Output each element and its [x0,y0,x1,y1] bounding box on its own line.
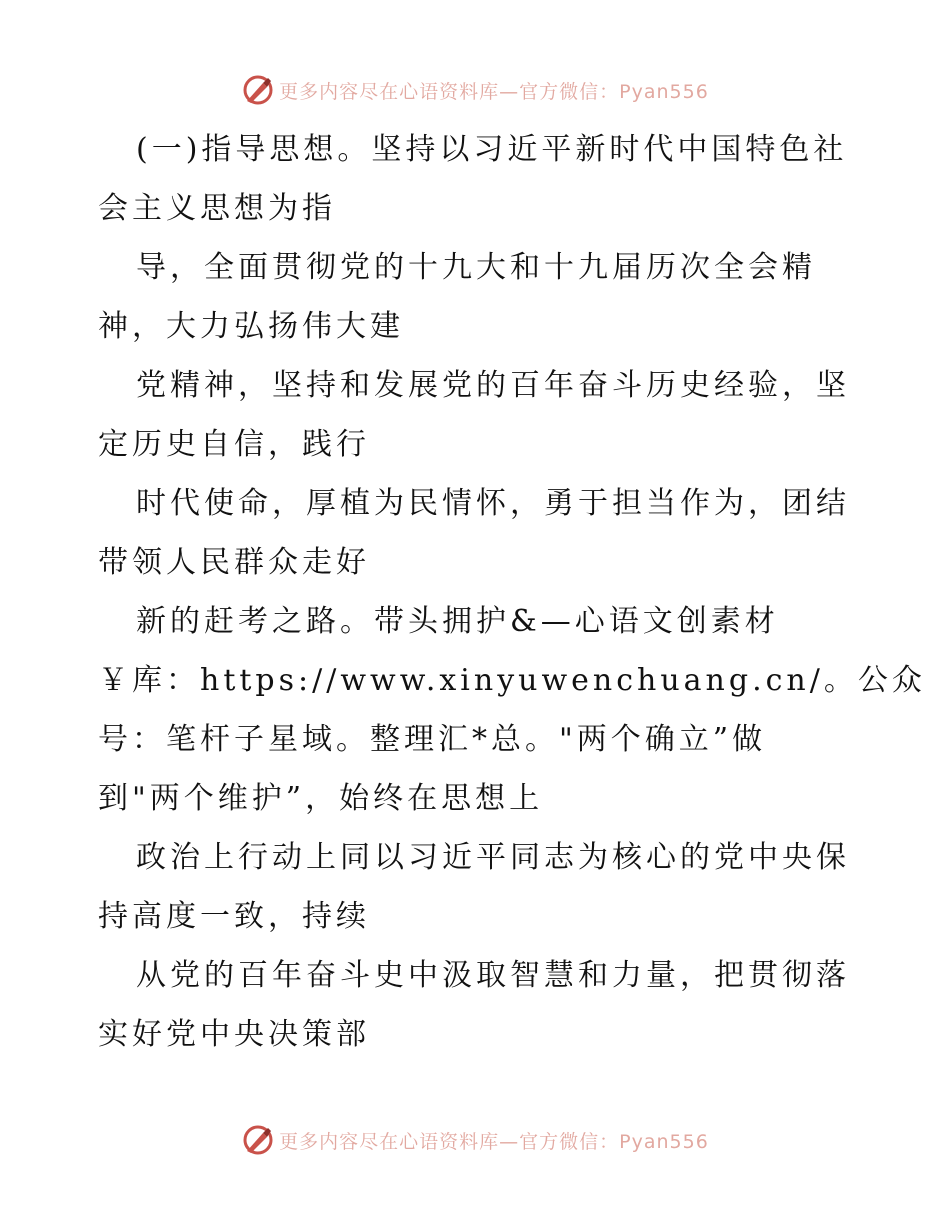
text-line: 导，全面贯彻党的十九大和十九届历次全会精 [136,250,816,285]
footer-watermark [0,1122,950,1158]
text-line: 从党的百年奋斗史中汲取智慧和力量，把贯彻落 [136,958,850,993]
text-line: 党精神，坚持和发展党的百年奋斗历史经验，坚 [136,368,850,403]
document-body [98,120,926,1064]
header-watermark [0,72,950,108]
text-line: 到"两个维护”，始终在思想上 [98,781,544,816]
text-line: 定历史自信，践行 [98,427,370,462]
text-line: 神，大力弘扬伟大建 [98,309,404,344]
text-line: 新的赶考之路。带头拥护&—心语文创素材 [136,604,779,639]
text-line: 带领人民群众走好 [98,545,370,580]
text-line: 实好党中央决策部 [98,1017,370,1052]
text-line: 号：笔杆子星域。整理汇*总。"两个确立”做 [98,722,767,757]
text-line: 时代使命，厚植为民情怀，勇于担当作为，团结 [136,486,850,521]
text-line: 持高度一致，持续 [98,899,370,934]
text-line: 会主义思想为指 [98,191,336,226]
text-line: ￥库：https://www.xinyuwenchuang.cn/。公众 [98,663,926,698]
text-line: 政治上行动上同以习近平同志为核心的党中央保 [136,840,850,875]
pen-logo-icon [241,1123,275,1157]
watermark-text: 更多内容尽在心语资料库—官方微信：Pyan556 [279,80,709,103]
pen-logo-icon [241,73,275,107]
text-line: (一)指导思想。坚持以习近平新时代中国特色社 [136,132,848,167]
watermark-text: 更多内容尽在心语资料库—官方微信：Pyan556 [279,1130,709,1153]
